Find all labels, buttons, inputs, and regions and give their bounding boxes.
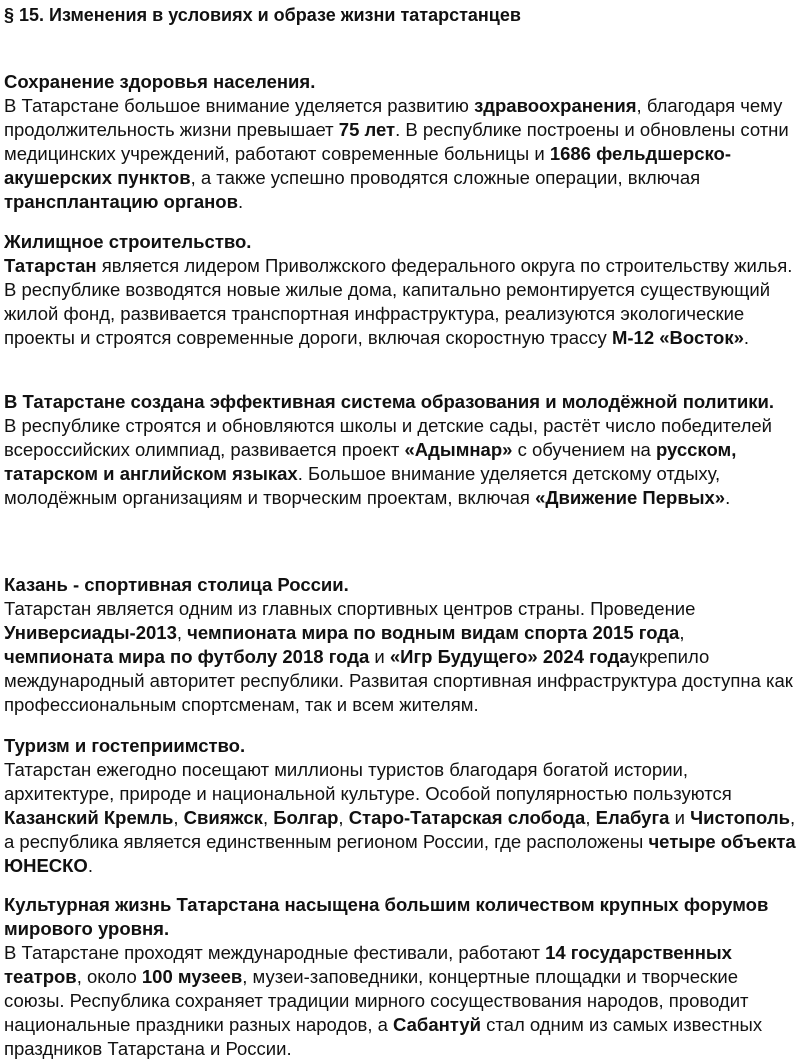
bold-run: «Игр Будущего» 2024 года bbox=[389, 646, 630, 667]
text-run: . bbox=[237, 191, 244, 212]
text-run: с обучением на bbox=[512, 439, 656, 460]
section-health bbox=[4, 70, 796, 214]
bold-run: Казанский Кремль bbox=[4, 807, 174, 828]
bold-run: чемпионата мира по водным видам спорта 2015 года bbox=[187, 622, 680, 643]
page-title: § 15. Изменения в условиях и образе жизни татарстанцев bbox=[4, 5, 521, 25]
text-run: , bbox=[176, 622, 188, 643]
bold-run: 14 государственных театров bbox=[4, 942, 732, 987]
section-text bbox=[4, 941, 796, 1061]
text-run: , около bbox=[76, 966, 142, 987]
section-culture bbox=[4, 893, 796, 1061]
section-heading: Сохранение здоровья населения. bbox=[4, 71, 316, 92]
bold-run: Елабуга bbox=[595, 807, 670, 828]
section-text bbox=[4, 597, 796, 717]
bold-run: Болгар bbox=[273, 807, 339, 828]
section-text bbox=[4, 94, 796, 214]
section-tourism bbox=[4, 734, 796, 878]
bold-run: Свияжск bbox=[183, 807, 263, 828]
section-heading: Казань - спортивная столица России. bbox=[4, 574, 349, 595]
text-run: стал одним из самых известных праздников Татарстана и России. bbox=[4, 1014, 763, 1059]
section-sport bbox=[4, 573, 796, 717]
text-run: и bbox=[669, 807, 691, 828]
text-run: . bbox=[725, 487, 731, 508]
bold-run: Сабантуй bbox=[393, 1014, 481, 1035]
bold-run: чемпионата мира по футболу 2018 года bbox=[4, 646, 370, 667]
text-run: , bbox=[679, 622, 685, 643]
section-heading: Культурная жизнь Татарстана насыщена большим количеством крупных форумов мирового уровня. bbox=[4, 894, 769, 939]
text-run: , bbox=[262, 807, 274, 828]
bold-run: Татарстан bbox=[4, 255, 97, 276]
text-run: В республике строятся и обновляются школы и детские сады, растёт число победителей всероссийских олимпиад, развивается проект bbox=[4, 415, 773, 460]
text-run: В Татарстане проходят международные фестивали, работают bbox=[4, 942, 546, 963]
bold-run: трансплантацию органов bbox=[4, 191, 238, 212]
text-run: , а также успешно проводятся сложные операции, включая bbox=[190, 167, 701, 188]
text-run: , bbox=[585, 807, 596, 828]
section-housing bbox=[4, 230, 796, 350]
bold-run: здравоохранения bbox=[474, 95, 637, 116]
text-run: , музеи-заповедники, концертные площадки и творческие союзы. Республика сохраняет традиции мирного сосуществования народов, проводит национальные праздники разных народов, а bbox=[4, 966, 749, 1035]
section-heading: Туризм и гостеприимство. bbox=[4, 735, 246, 756]
bold-run: 75 лет bbox=[338, 119, 396, 140]
text-run: и bbox=[369, 646, 390, 667]
text-run: , bbox=[338, 807, 349, 828]
text-run: укрепило международный авторитет республики. Развитая спортивная инфраструктура доступна как профессиональным спортсменам, так и всем жителям. bbox=[4, 646, 793, 715]
text-run: Татарстан является одним из главных спортивных центров страны. Проведение bbox=[4, 598, 696, 619]
text-run: , а республика является единственным регионом России, где расположены bbox=[4, 807, 796, 852]
bold-run: «Адымнар» bbox=[404, 439, 513, 460]
section-education bbox=[4, 390, 796, 510]
section-text bbox=[4, 254, 796, 350]
bold-run: М-12 «Восток» bbox=[611, 327, 744, 348]
text-run: В Татарстане большое внимание уделяется развитию bbox=[4, 95, 475, 116]
section-text bbox=[4, 414, 796, 510]
bold-run: Старо-Татарская слобода bbox=[348, 807, 586, 828]
bold-run: 1686 фельдшерско-акушерских пунктов bbox=[4, 143, 731, 188]
section-heading: В Татарстане создана эффективная система образования и молодёжной политики. bbox=[4, 391, 775, 412]
text-run: , bbox=[173, 807, 184, 828]
bold-run: Чистополь bbox=[690, 807, 791, 828]
text-run: является лидером Приволжского федерального округа по строительству жилья. В республике возводятся новые жилые дома, капитально ремонтируется существующий жилой фонд, развивается транспортная инфраструктура, реализуются экологические проекты и строятся современные дороги, включая скоростную трассу bbox=[4, 255, 793, 348]
bold-run: «Движение Первых» bbox=[535, 487, 726, 508]
text-run: . bbox=[743, 327, 750, 348]
text-run: Татарстан ежегодно посещают миллионы туристов благодаря богатой истории, архитектуре, природе и национальной культуре. Особой популярностью пользуются bbox=[4, 759, 732, 804]
text-run: , благодаря чему продолжительность жизни превышает bbox=[4, 95, 783, 140]
bold-run: 100 музеев bbox=[141, 966, 243, 987]
text-run: . В республике построены и обновлены сотни медицинских учреждений, работают современные больницы и bbox=[4, 119, 789, 164]
text-run: . Большое внимание уделяется детскому отдыху, молодёжным организациям и творческим проектам, включая bbox=[4, 463, 721, 508]
section-text bbox=[4, 758, 796, 878]
bold-run: четыре объекта ЮНЕСКО bbox=[4, 831, 796, 876]
text-run: . bbox=[87, 855, 93, 876]
bold-run: русском, татарском и английском языках bbox=[4, 439, 737, 484]
section-heading: Жилищное строительство. bbox=[4, 231, 252, 252]
bold-run: Универсиады-2013 bbox=[4, 622, 177, 643]
